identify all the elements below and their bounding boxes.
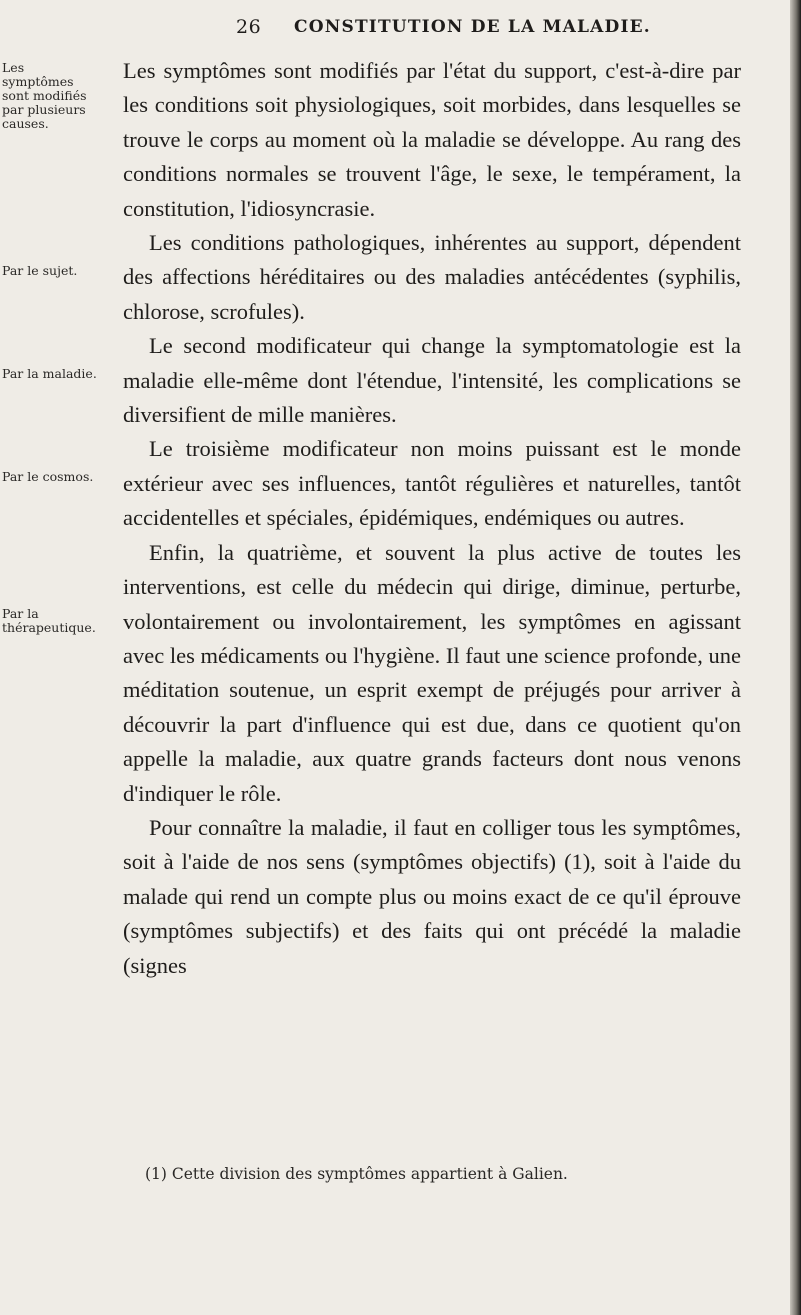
footnote: (1) Cette division des symptômes appartient à Galien. — [145, 1165, 568, 1183]
page-header — [0, 16, 801, 46]
paragraph: Les symptômes sont modifiés par l'état du support, c'est-à-dire par les conditions soit physiologiques, soit morbides, dans lesquelles se trouve le corps au moment où la maladie se développe. Au rang des conditions normales se trouvent l'âge, le sexe, le tempérament, la constitution, l'idiosyncrasie. — [123, 58, 741, 221]
page-edge-shadow — [790, 0, 801, 1315]
margin-note-causes: Les symptômes sont modifiés par plusieurs causes. — [2, 60, 87, 131]
margin-note-cosmos: Par le cosmos. — [2, 469, 94, 484]
paragraph: Enfin, la quatrième, et souvent la plus active de toutes les interventions, est celle du médecin qui dirige, diminue, perturbe, volontairement ou involontairement, les symptômes en agissant avec les médicaments ou l'hygiène. Il faut une science profonde, une méditation soutenue, un esprit exempt de préjugés pour arriver à découvrir la part d'influence qui est due, dans ce quotient qu'on appelle la maladie, aux quatre grands facteurs dont nous venons d'indiquer le rôle. — [123, 539, 741, 806]
running-title: CONSTITUTION DE LA MALADIE. — [294, 17, 651, 37]
paragraph: Les conditions pathologiques, inhérentes au support, dépendent des affections héréditaires ou des maladies antécédentes (syphilis, chlorose, scrofules). — [123, 230, 741, 324]
margin-note-therapeutique: Par la thérapeutique. — [2, 606, 96, 635]
page-number: 26 — [236, 16, 262, 38]
paragraph: Le second modificateur qui change la symptomatologie est la maladie elle-même dont l'étendue, l'intensité, les complications se diversifient de mille manières. — [123, 333, 741, 428]
paragraph: Le troisième modificateur non moins puissant est le monde extérieur avec ses influences, tantôt régulières et naturelles, tantôt accidentelles et spéciales, épidémiques, endémiques ou autres. — [123, 436, 741, 531]
body-text — [123, 54, 741, 983]
margin-note-maladie: Par la maladie. — [2, 366, 97, 381]
margin-note-sujet: Par le sujet. — [2, 263, 78, 278]
paragraph: Pour connaître la maladie, il faut en colliger tous les symptômes, soit à l'aide de nos sens (symptômes objectifs) (1), soit à l'aide du malade qui rend un compte plus ou moins exact de ce qu'il éprouve (symptômes subjectifs) et des faits qui ont précédé la maladie (signes — [123, 814, 741, 978]
